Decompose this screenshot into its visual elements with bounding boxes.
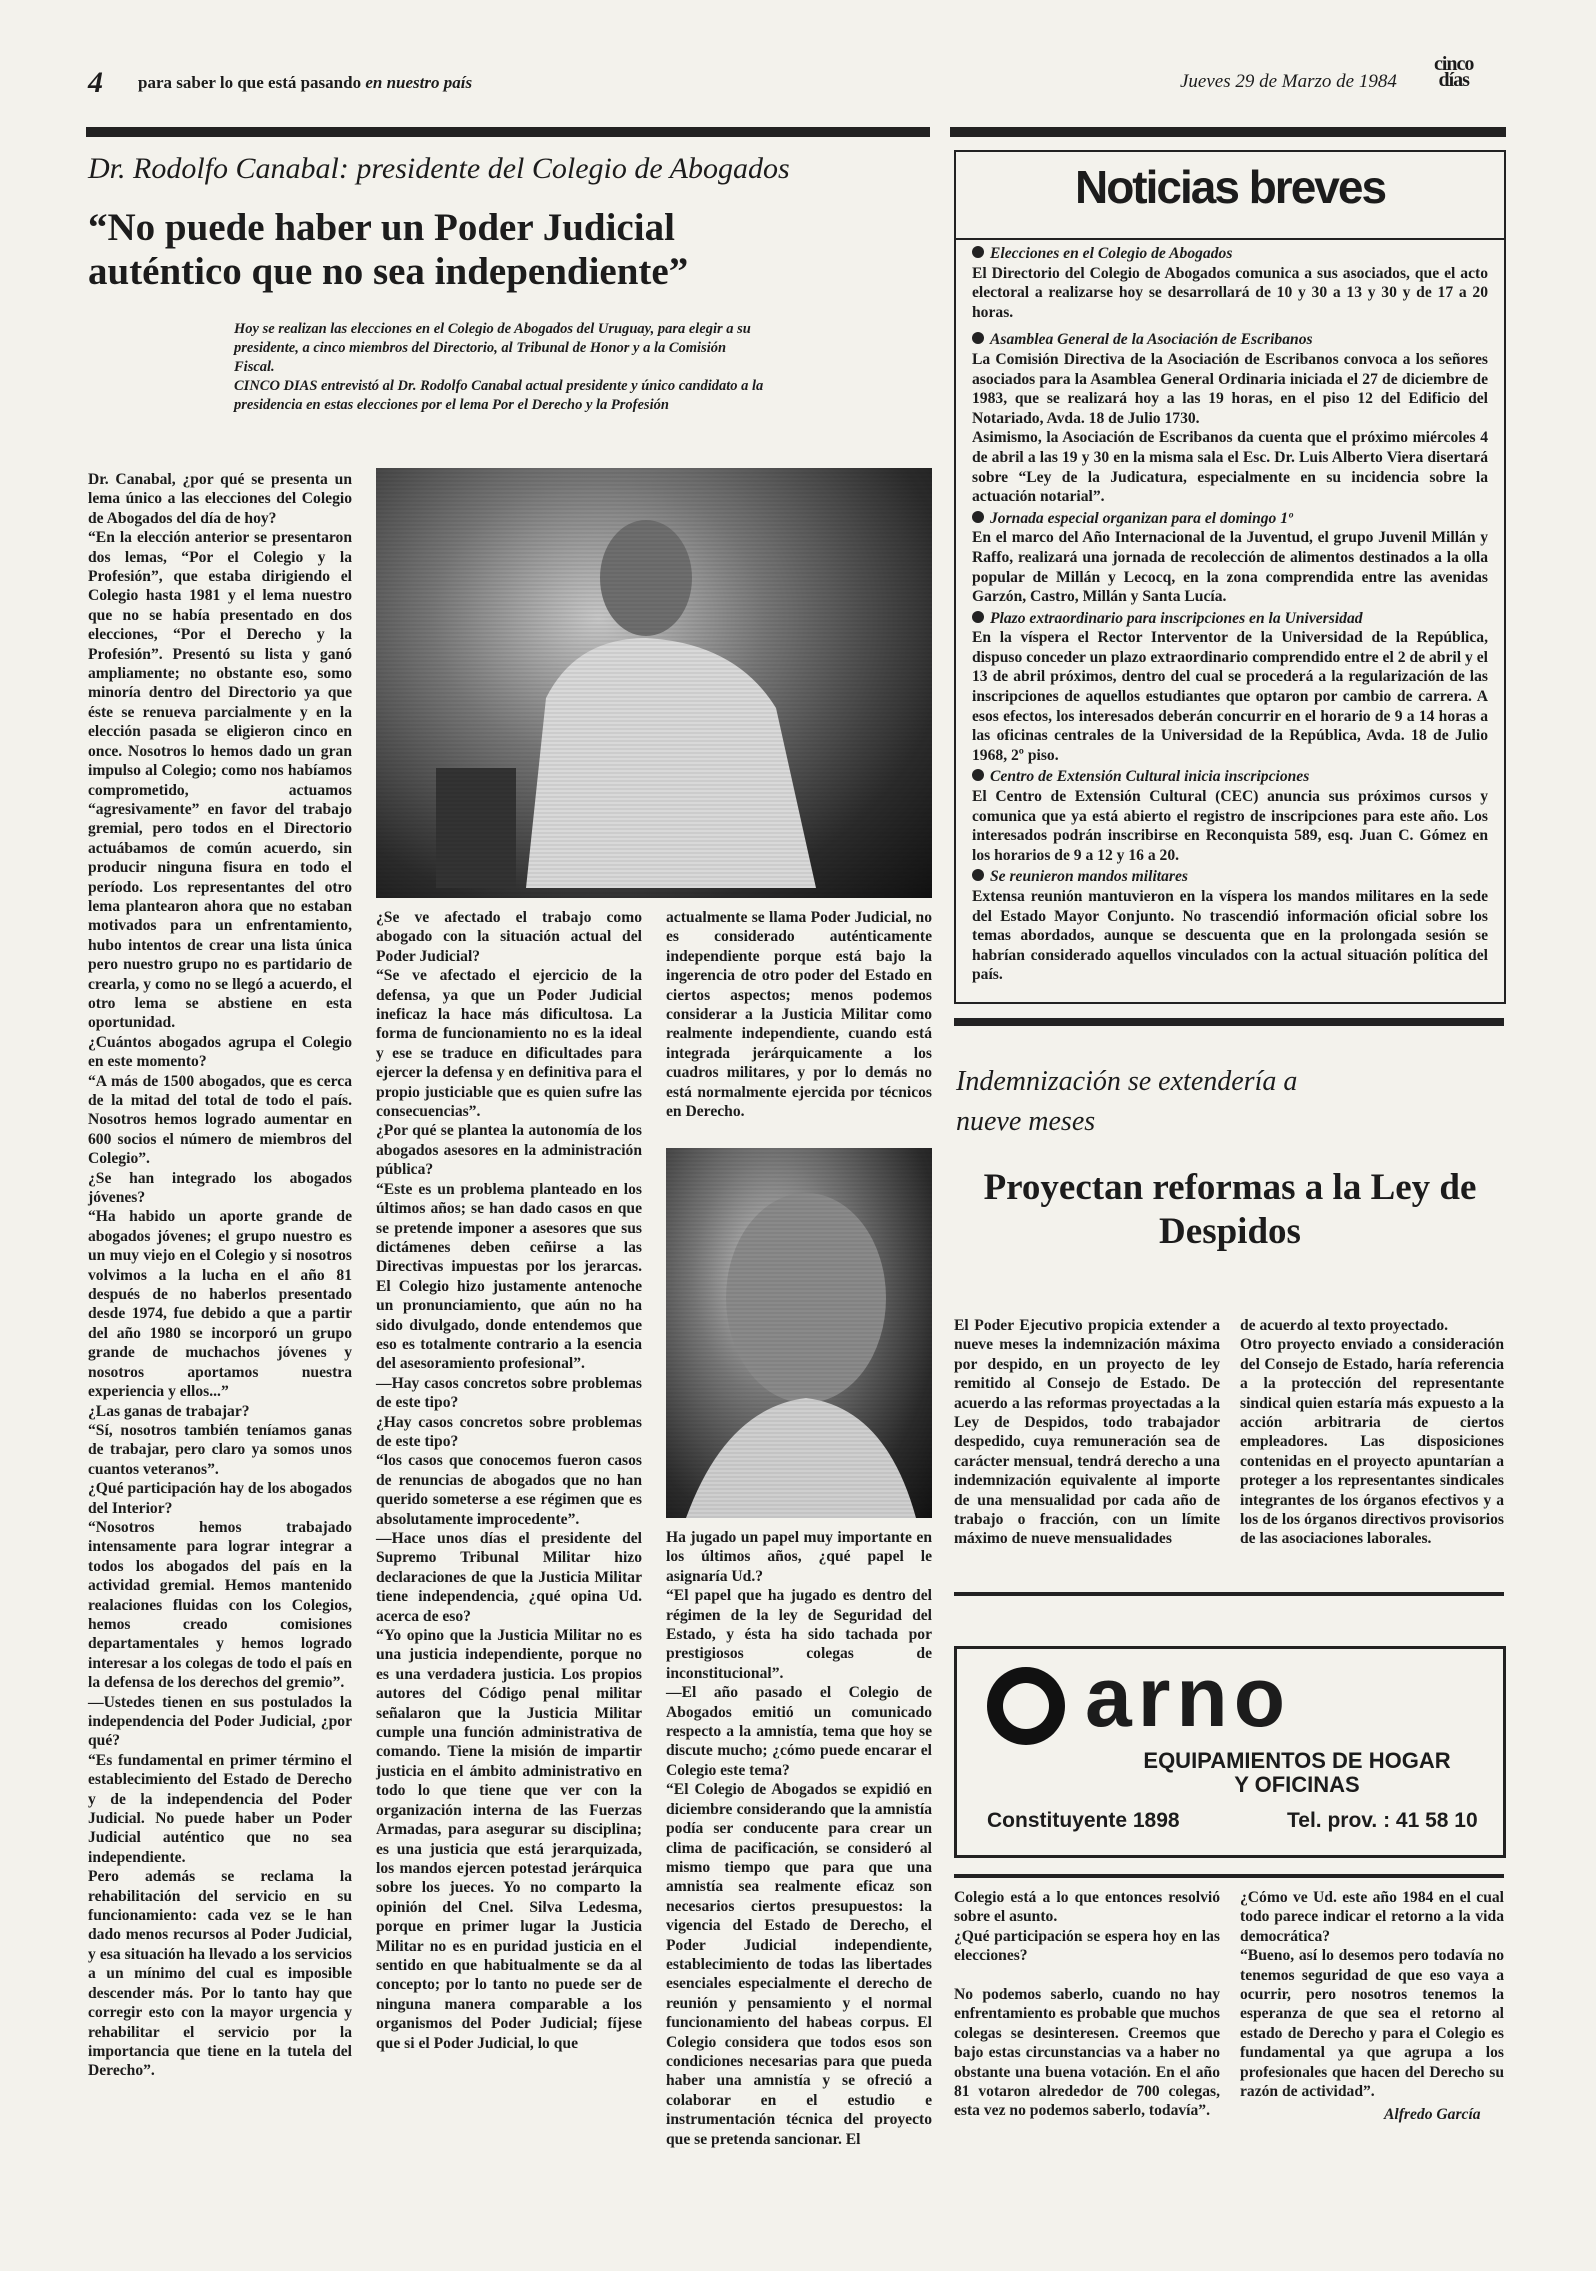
interview-column-5: ¿Cómo ve Ud. este año 1984 en el cual todo parece indicar el retorno a la vida democrática? “Bueno, así lo desemos pero todavía no tenemos seguridad de que eso vaya a ocurrir, pero nosotros tenemos la esperanza de que sea el retorno al estado de Derecho y para el Colegio es fundamental ya que agrupa a los profesionales que hacen del Derecho su razón de actividad”. [1240,1889,1504,2101]
brief-title: Asamblea General de la Asociación de Escribanos [990,331,1313,349]
bullet-icon [972,332,984,344]
brief-title: Centro de Extensión Cultural inicia inscripciones [990,768,1310,786]
ad-phone: Tel. prov. : 41 58 10 [1287,1809,1478,1832]
page-number: 4 [88,66,103,99]
interview-column-3b: Ha jugado un papel muy importante en los últimos años, ¿qué papel le asignaría Ud.? “El papel que ha jugado es dentro del régimen de la ley de Seguridad del Estado, y ésta ha sido tachada por prestigiosos colegas de inconstitucional”. —El año pasado el Colegio de Abogados emitió un comunicado respecto a la amnistía, tema que hoy se discute mucho; ¿cómo puede encarar el Colegio este tema? “El Colegio de Abogados se expidió en diciembre considerando que la amnistía podía ser conducente para crear un clima de pacificación, se consideró al mismo tiempo que para que una amnistía sea realmente eficaz son necesarios ciertos presupuestos: la vigencia del Estado de Derecho, el Poder Judicial independiente, establecimiento de todas las libertades esenciales especialmente el derecho de reunión y pensamiento y el normal funcionamiento del habeas corpus. El Colegio considera que todos esos son condiciones necesarias para que pueda haber una amnistía y se ofreció a colaborar en el estudio e instrumentación técnica del proyecto que se pretenda sancionar. El [666,1529,932,2148]
bullet-icon [972,511,984,523]
bullet-icon [972,769,984,781]
brief-item [972,609,1488,766]
ad-address: Constituyente 1898 [987,1809,1180,1832]
canabal-portrait-photo [666,1148,932,1518]
article-signature: Alfredo García [1384,2106,1481,2123]
bottom-rule [954,1874,1504,1878]
interview-column-3a: actualmente se llama Poder Judicial, no es considerado auténticamente independiente porque está bajo la ingerencia de otro poder del Estado en ciertos aspectos; menos podemos considerar a la Justicia Militar como realmente independiente, cuando está integrada jerárquicamente a los cuadros militares, y por lo demás no está normalmente ejercida por técnicos en Derecho. [666,909,932,1121]
newspaper-logo [1434,53,1474,91]
page-tagline [138,73,472,93]
brief-text: En la víspera el Rector Interventor de la Universidad de la República, dispuso conceder un plazo extraordinario comprendido entre el 2 de abril y el 13 de abril próximos, dentro del cual se procederá a la regularización de las inscripciones de aquellos estudiantes que optaron por cambio de carrera. A esos efectos, los interesados deberán concurrir en el horario de 9 a 14 horas a las oficinas centrales de la Universidad de la República, Avda. 18 de Julio 1968, 2º piso. [972,629,1488,764]
brief-title: Se reunieron mandos militares [990,868,1188,886]
brief-title: Plazo extraordinario para inscripciones en la Universidad [990,609,1363,627]
brief-title: Jornada especial organizan para el domingo 1º [990,509,1293,527]
arno-logo-mark-inner-icon [1003,1683,1049,1729]
ad-subtitle-line-2: Y OFICINAS [1234,1772,1360,1797]
despidos-kicker: Indemnización se extendería a nueve meses [956,1066,1298,1137]
bullet-icon [972,246,984,258]
top-rule-right [950,127,1506,137]
ad-top-rule [954,1592,1504,1596]
despidos-top-rule [954,1018,1504,1026]
tagline-prefix: para saber lo que está pasando [138,73,362,92]
logo-bottom: días [1438,69,1469,91]
despidos-column-2: de acuerdo al texto proyectado. Otro proyecto enviado a consideración del Consejo de Estado, haría referencia a la protección del representante sindical quien estaría más expuesto a la acción arbitraria de ciertos empleadores. Las disposiciones contenidas en el proyecto apuntarían a proteger a los representantes sindicales integrantes de los órganos efectivos y a los de los órganos directivos provisorios de las asociaciones laborales. [1240,1317,1504,1548]
brief-title: Elecciones en el Colegio de Abogados [990,245,1233,262]
brief-text: El Centro de Extensión Cultural (CEC) anuncia sus próximos cursos y comunica que ya está abierto el registro de inscripciones para este año. Los interesados podrán inscribirse en Reconquista 589, esq. Juan C. Gómez en los horarios de 9 a 12 y 16 a 20. [972,788,1488,864]
issue-date: Jueves 29 de Marzo de 1984 [1180,71,1397,92]
brief-text: La Comisión Directiva de la Asociación de Escribanos convoca a los señores asociados para la Asamblea General Ordinaria iniciada el 27 de diciembre de 1983, que se realizará hoy a las 19 horas, en el piso 12 del Edificio del Notariado, Avda. 18 de Julio 1730. Asimismo, la Asociación de Escribanos da cuenta que el próximo miércoles 4 de abril a las 19 y 30 en la misma sala el Esc. Dr. Luis Alberto Viera disertará sobre “Ley de la Judicatura, especialmente en su incidencia sobre la actuación notarial”. [972,350,1488,506]
interview-column-4: Colegio está a lo que entonces resolvió sobre el asunto. ¿Qué participación se espera hoy en las elecciones? No podemos saberlo, cuando no hay enfrentamiento es probable que muchos colegas se desinteresen. Creemos que bajo estas circunstancias va a haber no obstante una buena votación. En el año 81 votaron alrededor de 700 colegas, esta vez no podemos saberlo, todavía”. [954,1889,1220,2120]
brief-item [972,767,1488,865]
ad-subtitle-line-1: EQUIPAMIENTOS DE HOGAR [1143,1748,1451,1773]
face-silhouette-icon [666,1148,932,1518]
bullet-icon [972,611,984,623]
briefs-list [972,244,1488,985]
brief-text: Extensa reunión mantuvieron en la víspera los mandos militares en la sede del Estado Mayor Conjunto. No trascendió información oficial sobre los temas abordados, aunque se descuenta que en la prolongada sesión se habrían considerado aquellos vinculados con la actual situación política del país. [972,888,1488,984]
brief-text: En el marco del Año Internacional de la Juventud, el grupo Juvenil Millán y Raffo, realizará una jornada de recolección de alimentos destinados a la olla popular de Millán y Lecocq, en la zona comprendida entre las avenidas Garzón, Castro, Millán y Santa Lucía. [972,529,1488,606]
arno-advertisement[interactable] [954,1646,1506,1858]
briefs-title: Noticias breves [1074,161,1386,213]
interview-column-1: Dr. Canabal, ¿por qué se presenta un lema único a las elecciones del Colegio de Abogados del día de hoy? “En la elección anterior se presentaron dos lemas, “Por el Colegio y la Profesión”, que estaba dirigiendo el Colegio hasta 1981 y el lema nuestro que no se había presentado en dos elecciones, “Por el Derecho y la Profesión”. Presentó su lista y ganó ampliamente; no obstante eso, somo minoría dentro del Directorio ya que éste se renueva parcialmente y en la elección pasada se eligieron cinco en once. Nosotros lo hemos dado un gran impulso al Colegio; como nos habíamos comprometido, actuamos “agresivamente” en favor del trabajo gremial, pero todos en el Directorio actuábamos de común acuerdo, sin producir ninguna fisura en todo el período. Los representantes del otro lema plantearon ahora que no estaban motivados para un enfrentamiento, hubo intentos de crear una lista única pero nuestro grupo no es partidario de crearla, y como no se llegó a acuerdo, el otro lema se abstiene en esta oportunidad. ¿Cuántos abogados agrupa el Colegio en este momento? “A más de 1500 abogados, que es cerca de la mitad del total de todo el país. Nosotros hemos logrado aumentar en 600 socios el número de miembros del Colegio”. ¿Se han integrado los abogados jóvenes? “Ha habido un aporte grande de abogados jóvenes; el grupo nuestro es un muy viejo en el Colegio y si nosotros volvimos a la lucha en el año 81 después de no haberlos presentado desde 1974, fue debido a que a partir del año 1980 se incorporó un grupo grande de muchachos jóvenes y nosotros aportamos nuestra experiencia y ellos...” ¿Las ganas de trabajar? “Sí, nosotros también teníamos ganas de trabajar, pero claro ya somos unos cuantos veteranos”. ¿Qué participación hay de los abogados del Interior? “Nosotros hemos trabajado intensamente para lograr integrar a todos los abogados del país en la actividad gremial. Hemos mantenido realaciones fluidas con los Colegios, hemos creado comisiones departamentales y hemos logrado interesar a los colegas de todo el país en la defensa de los derechos del gremio”. —Ustedes tienen en sus postulados la independencia del Poder Judicial, ¿por qué? “Es fundamental en primer término el establecimiento del Estado de Derecho y de la independencia del Poder Judicial. No puede haber un Poder Judicial auténtico que no sea independiente. Pero además se reclama la rehabilitación del servicio en su funcionamiento: cada vez se le han dado menos recursos al Poder Judicial, y esa situación ha llevado a los servicios a un mínimo del cual es imposible descender más. Por lo tanto hay que corregir esto con la mayor urgencia y rehabilitar el servicio por la importancia que tiene en la tutela del Derecho”. [88,471,352,2080]
logo-top: cinco [1434,53,1474,75]
brief-item [972,867,1488,985]
brief-item [972,244,1488,322]
brief-text: El Directorio del Colegio de Abogados comunica a sus asociados, que el acto electoral a realizarse hoy se desarrollará de 10 y 30 a 13 y 30 y de 17 a 20 horas. [972,264,1488,321]
canabal-seated-photo [376,468,932,898]
brief-item [972,330,1488,506]
brief-item [972,509,1488,607]
interview-kicker: Dr. Rodolfo Canabal: presidente del Colegio de Abogados [88,152,790,185]
interview-headline: “No puede haber un Poder Judicial auténtico que no sea independiente” [88,206,689,293]
interview-column-2: ¿Se ve afectado el trabajo como abogado con la situación actual del Poder Judicial? “Se ve afectado el ejercicio de la defensa, ya que un Poder Judicial ineficaz la hace más dificultosa. La forma de funcionamiento no es la ideal y ese se traduce en dificultades para ejercer la defensa y en definitiva para el propio justiciable que es quien sufre las consecuencias”. ¿Por qué se plantea la autonomía de los abogados asesores en la administración pública? “Este es un problema planteado en los últimos años; se han dado casos en que se pretende imponer a asesores que sus dictámenes deben ceñirse a las Directivas impuestas por los jerarcas. El Colegio hizo justamente antenoche un pronunciamiento, que aún no ha sido divulgado, donde entendemos que eso es totalmente contrario a la esencia del asesoramiento profesional”. —Hay casos concretos sobre problemas de este tipo? ¿Hay casos concretos sobre problemas de este tipo? “los casos que conocemos fueron casos de renuncias de abogados que no han querido someterse a ese régimen que es absolutamente improcedente”. —Hace unos días el presidente del Supremo Tribunal Militar hizo declaraciones de que la Justicia Militar tiene independencia, ¿qué opina Ud. acerca de eso? “Yo opino que la Justicia Militar no es una justicia independiente, porque no es una verdadera justicia. Los propios autores del Código penal militar señalaron que la Justicia Militar cumple una función administrativa de comando. Tiene la misión de impartir justicia en el ámbito administrativo en todo lo que tiene que ver con la organización interna de las Fuerzas Armadas, para asegurar su disciplina; es una justicia que está jerarquizada, los mandos ejercen potestad jerárquica sobre los jueces. Yo no comparto la opinión del Cnel. Silva Ledesma, porque en primer lugar la Justicia Militar no es en puridad justicia en el sentido en que habitualmente se da al concepto; por lo tanto no puede ser de ninguna manera comparable a los organismos del Poder Judicial; fíjese que si el Poder Judicial, lo que [376,909,642,2052]
tagline-emphasis: en nuestro país [365,73,473,92]
arno-logo: arno [1085,1650,1292,1744]
person-silhouette-icon [376,468,932,898]
despidos-column-1: El Poder Ejecutivo propicia extender a nueve meses la indemnización máxima por despido, en un proyecto de ley remitido al Consejo de Estado. De acuerdo a las reformas proyectadas a la Ley de Despidos, todo trabajador despedido, cuya remuneración sea de carácter mensual, tendrá derecho a una indemnización equivalente al importe de una mensualidad por cada año de trabajo o fracción, con un límite máximo de nueve mensualidades [954,1317,1220,1548]
despidos-headline: Proyectan reformas a la Ley de Despidos [983,1167,1477,1252]
bullet-icon [972,869,984,881]
interview-lead: Hoy se realizan las elecciones en el Colegio de Abogados del Uruguay, para elegir a su presidente, a cinco miembros del Directorio, al Tribunal de Honor y a la Comisión Fiscal. CINCO DIAS entrevistó al Dr. Rodolfo Canabal actual presidente y único candidato a la presidencia en estas elecciones por el lema Por el Derecho y la Profesión [234,321,764,413]
ad-subtitle [1107,1749,1487,1797]
briefs-title-rule [956,238,1504,240]
top-rule-left [86,127,930,137]
